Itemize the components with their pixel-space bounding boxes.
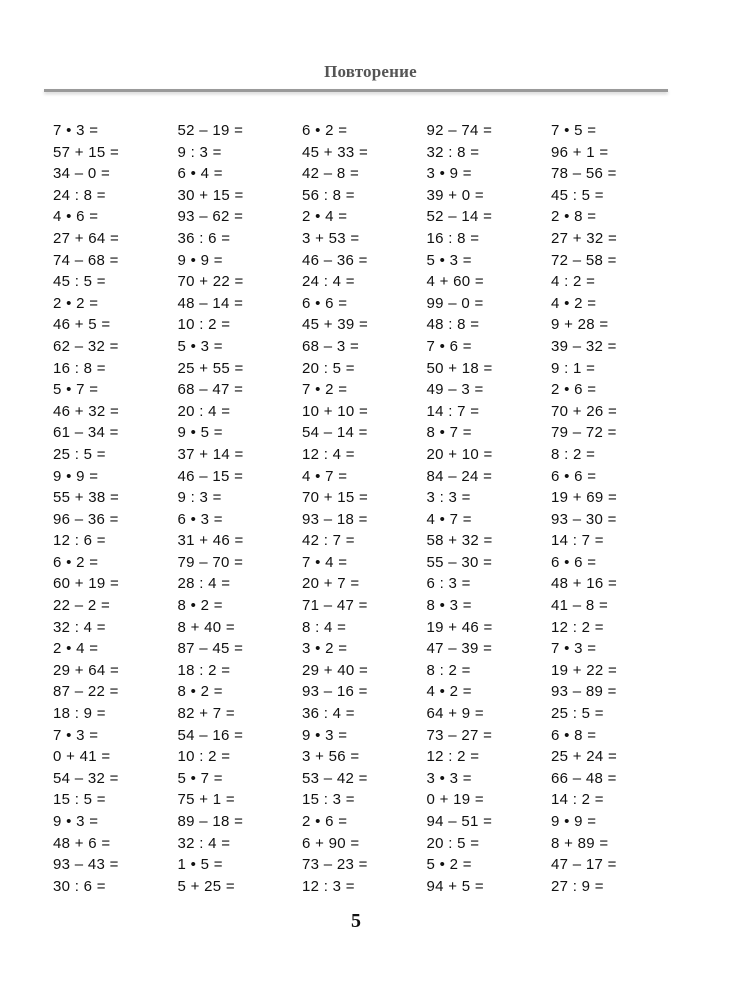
exercise-item: 6 : 3 = — [426, 575, 471, 593]
exercise-item: 7 • 2 = — [302, 381, 348, 399]
exercise-item: 16 : 8 = — [426, 229, 480, 247]
exercise-item: 73 – 27 = — [426, 726, 493, 744]
exercise-item: 0 + 41 = — [53, 748, 111, 766]
exercise-item: 9 : 3 = — [177, 143, 222, 161]
exercise-item: 18 : 9 = — [53, 705, 106, 723]
exercise-item: 2 • 4 = — [302, 208, 348, 226]
exercise-column-4 — [427, 120, 552, 897]
exercise-item: 96 – 36 = — [53, 510, 119, 528]
exercise-item: 5 • 7 = — [53, 381, 99, 399]
exercise-item: 47 – 39 = — [426, 640, 493, 658]
page-title: Повторение — [324, 62, 417, 81]
exercise-item: 4 • 2 = — [426, 683, 472, 701]
exercise-item: 4 : 2 = — [551, 273, 596, 291]
exercise-item: 82 + 7 = — [177, 705, 235, 723]
exercise-item: 5 • 2 = — [426, 856, 472, 874]
exercise-item: 20 + 7 = — [302, 575, 360, 593]
exercise-item: 7 • 3 = — [53, 122, 99, 139]
exercise-item: 61 – 34 = — [53, 424, 119, 442]
exercise-item: 8 : 4 = — [302, 618, 347, 636]
exercise-item: 46 + 32 = — [53, 402, 120, 420]
exercise-item: 2 • 6 = — [551, 381, 597, 399]
exercise-item: 24 : 8 = — [53, 186, 106, 204]
exercise-item: 5 • 3 = — [426, 251, 472, 269]
exercise-item: 45 : 5 = — [551, 186, 604, 204]
exercise-item: 16 : 8 = — [53, 359, 106, 377]
exercise-item: 14 : 2 = — [551, 791, 604, 809]
header-divider — [44, 89, 668, 92]
exercise-item: 3 • 2 = — [302, 640, 348, 658]
exercise-item: 29 + 40 = — [302, 661, 369, 679]
exercise-item: 79 – 72 = — [551, 424, 617, 442]
exercise-item: 3 + 53 = — [302, 229, 360, 247]
exercise-item: 89 – 18 = — [177, 813, 244, 830]
exercise-item: 7 • 3 = — [53, 726, 99, 744]
exercise-item: 4 • 2 = — [551, 294, 597, 312]
exercise-item: 12 : 2 = — [426, 748, 480, 766]
exercise-item: 6 • 2 = — [53, 553, 99, 571]
exercise-item: 68 – 3 = — [302, 337, 360, 355]
exercise-item: 6 • 6 = — [551, 553, 597, 571]
exercise-item: 57 + 15 = — [53, 143, 120, 161]
exercise-item: 9 : 1 = — [551, 359, 596, 377]
exercise-item: 2 • 6 = — [302, 813, 348, 830]
exercise-item: 54 – 14 = — [302, 424, 368, 442]
exercise-item: 46 + 5 = — [53, 316, 111, 334]
exercise-item: 99 – 0 = — [426, 294, 484, 312]
exercise-item: 54 – 32 = — [53, 769, 119, 787]
exercise-item: 70 + 22 = — [177, 273, 244, 291]
exercise-item: 72 – 58 = — [551, 251, 617, 269]
exercise-item: 19 + 22 = — [551, 661, 618, 679]
exercise-item: 25 : 5 = — [551, 705, 604, 723]
exercise-item: 25 : 5 = — [53, 445, 106, 463]
page-number: 5 — [351, 910, 361, 932]
exercise-item: 3 • 9 = — [426, 165, 472, 183]
exercise-item: 8 : 2 = — [551, 445, 596, 463]
exercise-item: 5 • 3 = — [177, 337, 223, 355]
exercise-item: 29 + 64 = — [53, 661, 120, 679]
exercise-item: 45 + 39 = — [302, 316, 369, 334]
exercise-item: 12 : 3 = — [302, 877, 355, 895]
exercise-item: 73 – 23 = — [302, 856, 368, 874]
exercise-item: 20 : 5 = — [426, 834, 480, 852]
exercise-item: 4 • 7 = — [426, 510, 472, 528]
exercise-item: 27 + 64 = — [53, 229, 120, 247]
exercise-column-2 — [178, 120, 303, 897]
exercise-item: 32 : 8 = — [426, 143, 480, 161]
exercise-item: 9 • 5 = — [177, 424, 223, 442]
exercise-item: 93 – 43 = — [53, 856, 119, 874]
exercise-item: 4 • 7 = — [302, 467, 348, 485]
exercise-item: 41 – 8 = — [551, 597, 609, 615]
exercise-item: 8 • 3 = — [426, 597, 472, 615]
exercise-item: 50 + 18 = — [426, 359, 493, 377]
exercise-item: 87 – 45 = — [177, 640, 244, 658]
exercise-item: 39 – 32 = — [551, 337, 617, 355]
exercise-item: 6 + 90 = — [302, 834, 360, 852]
exercise-item: 1 • 5 = — [177, 856, 223, 874]
exercise-item: 30 : 6 = — [53, 877, 106, 895]
exercise-item: 55 + 38 = — [53, 489, 120, 507]
exercise-item: 5 + 25 = — [177, 877, 235, 895]
exercise-item: 52 – 14 = — [426, 208, 493, 226]
exercise-item: 6 • 6 = — [302, 294, 348, 312]
exercise-item: 30 + 15 = — [177, 186, 244, 204]
exercise-item: 74 – 68 = — [53, 251, 119, 269]
exercise-item: 62 – 32 = — [53, 337, 119, 355]
exercise-item: 15 : 5 = — [53, 791, 106, 809]
exercise-item: 49 – 3 = — [426, 381, 484, 399]
exercise-item: 42 – 8 = — [302, 165, 360, 183]
exercise-item: 75 + 1 = — [177, 791, 235, 809]
exercise-item: 45 : 5 = — [53, 273, 106, 291]
exercise-item: 10 : 2 = — [177, 748, 231, 766]
exercise-item: 36 : 4 = — [302, 705, 355, 723]
exercise-item: 93 – 30 = — [551, 510, 617, 528]
exercise-item: 22 – 2 = — [53, 597, 111, 615]
exercise-item: 12 : 6 = — [53, 532, 106, 550]
exercise-item: 9 • 3 = — [53, 813, 99, 830]
exercise-item: 60 + 19 = — [53, 575, 120, 593]
exercise-item: 93 – 89 = — [551, 683, 617, 701]
exercise-item: 42 : 7 = — [302, 532, 355, 550]
exercise-item: 2 • 8 = — [551, 208, 597, 226]
exercise-item: 92 – 74 = — [426, 122, 493, 139]
exercise-item: 4 • 6 = — [53, 208, 99, 226]
exercise-item: 37 + 14 = — [177, 445, 244, 463]
exercise-item: 19 + 46 = — [426, 618, 493, 636]
exercise-item: 31 + 46 = — [177, 532, 244, 550]
exercise-item: 79 – 70 = — [177, 553, 244, 571]
exercise-item: 48 : 8 = — [426, 316, 480, 334]
exercise-item: 27 : 9 = — [551, 877, 604, 895]
exercise-item: 6 • 8 = — [551, 726, 597, 744]
exercise-item: 14 : 7 = — [551, 532, 604, 550]
exercise-item: 6 • 6 = — [551, 467, 597, 485]
exercise-item: 32 : 4 = — [53, 618, 106, 636]
exercise-item: 20 : 4 = — [177, 402, 231, 420]
exercise-item: 84 – 24 = — [426, 467, 493, 485]
exercise-item: 70 + 26 = — [551, 402, 618, 420]
exercise-item: 7 • 3 = — [551, 640, 597, 658]
exercise-item: 96 + 1 = — [551, 143, 609, 161]
exercise-item: 15 : 3 = — [302, 791, 355, 809]
exercise-item: 3 : 3 = — [426, 489, 471, 507]
exercise-item: 6 • 4 = — [177, 165, 223, 183]
exercise-item: 56 : 8 = — [302, 186, 355, 204]
exercise-item: 2 • 4 = — [53, 640, 99, 658]
exercise-item: 70 + 15 = — [302, 489, 369, 507]
exercise-item: 71 – 47 = — [302, 597, 368, 615]
exercise-item: 78 – 56 = — [551, 165, 617, 183]
exercise-item: 94 + 5 = — [426, 877, 484, 895]
exercise-item: 8 + 40 = — [177, 618, 235, 636]
exercise-item: 48 + 16 = — [551, 575, 618, 593]
exercise-item: 34 – 0 = — [53, 165, 111, 183]
exercise-item: 68 – 47 = — [177, 381, 244, 399]
exercise-item: 87 – 22 = — [53, 683, 119, 701]
exercise-item: 28 : 4 = — [177, 575, 231, 593]
exercise-grid — [53, 120, 676, 897]
exercise-item: 52 – 19 = — [177, 122, 244, 139]
exercise-item: 46 – 36 = — [302, 251, 368, 269]
exercise-item: 6 • 3 = — [177, 510, 223, 528]
exercise-item: 32 : 4 = — [177, 834, 231, 852]
exercise-item: 9 : 3 = — [177, 489, 222, 507]
exercise-item: 14 : 7 = — [426, 402, 480, 420]
exercise-item: 25 + 24 = — [551, 748, 618, 766]
exercise-item: 10 + 10 = — [302, 402, 369, 420]
exercise-item: 4 + 60 = — [426, 273, 484, 291]
exercise-column-5 — [551, 120, 676, 897]
exercise-item: 9 • 9 = — [551, 813, 597, 830]
exercise-item: 53 – 42 = — [302, 769, 368, 787]
exercise-item: 0 + 19 = — [426, 791, 484, 809]
exercise-item: 6 • 2 = — [302, 122, 348, 139]
exercise-item: 93 – 16 = — [302, 683, 368, 701]
exercise-item: 9 + 28 = — [551, 316, 609, 334]
exercise-item: 94 – 51 = — [426, 813, 493, 830]
exercise-item: 8 + 89 = — [551, 834, 609, 852]
exercise-item: 47 – 17 = — [551, 856, 617, 874]
exercise-item: 10 : 2 = — [177, 316, 231, 334]
exercise-item: 12 : 2 = — [551, 618, 604, 636]
exercise-item: 27 + 32 = — [551, 229, 618, 247]
exercise-item: 64 + 9 = — [426, 705, 484, 723]
exercise-item: 7 • 6 = — [426, 337, 472, 355]
exercise-item: 9 • 9 = — [177, 251, 223, 269]
exercise-item: 93 – 62 = — [177, 208, 244, 226]
exercise-item: 93 – 18 = — [302, 510, 368, 528]
exercise-column-3 — [302, 120, 427, 897]
exercise-item: 39 + 0 = — [426, 186, 484, 204]
exercise-item: 55 – 30 = — [426, 553, 493, 571]
exercise-item: 18 : 2 = — [177, 661, 231, 679]
exercise-item: 7 • 4 = — [302, 553, 348, 571]
exercise-item: 58 + 32 = — [426, 532, 493, 550]
exercise-item: 3 • 3 = — [426, 769, 472, 787]
exercise-item: 48 – 14 = — [177, 294, 244, 312]
exercise-item: 5 • 7 = — [177, 769, 223, 787]
exercise-item: 66 – 48 = — [551, 769, 617, 787]
exercise-item: 8 : 2 = — [426, 661, 471, 679]
exercise-item: 45 + 33 = — [302, 143, 369, 161]
exercise-item: 8 • 7 = — [426, 424, 472, 442]
exercise-item: 8 • 2 = — [177, 683, 223, 701]
exercise-item: 9 • 3 = — [302, 726, 348, 744]
exercise-column-1 — [53, 120, 178, 897]
exercise-item: 25 + 55 = — [177, 359, 244, 377]
exercise-item: 54 – 16 = — [177, 726, 244, 744]
exercise-item: 8 • 2 = — [177, 597, 223, 615]
exercise-item: 20 : 5 = — [302, 359, 355, 377]
exercise-item: 12 : 4 = — [302, 445, 355, 463]
exercise-item: 7 • 5 = — [551, 122, 597, 139]
exercise-item: 19 + 69 = — [551, 489, 618, 507]
exercise-item: 36 : 6 = — [177, 229, 231, 247]
exercise-item: 3 + 56 = — [302, 748, 360, 766]
exercise-item: 9 • 9 = — [53, 467, 99, 485]
exercise-item: 20 + 10 = — [426, 445, 493, 463]
exercise-item: 24 : 4 = — [302, 273, 355, 291]
exercise-item: 48 + 6 = — [53, 834, 111, 852]
exercise-item: 46 – 15 = — [177, 467, 244, 485]
exercise-item: 2 • 2 = — [53, 294, 99, 312]
